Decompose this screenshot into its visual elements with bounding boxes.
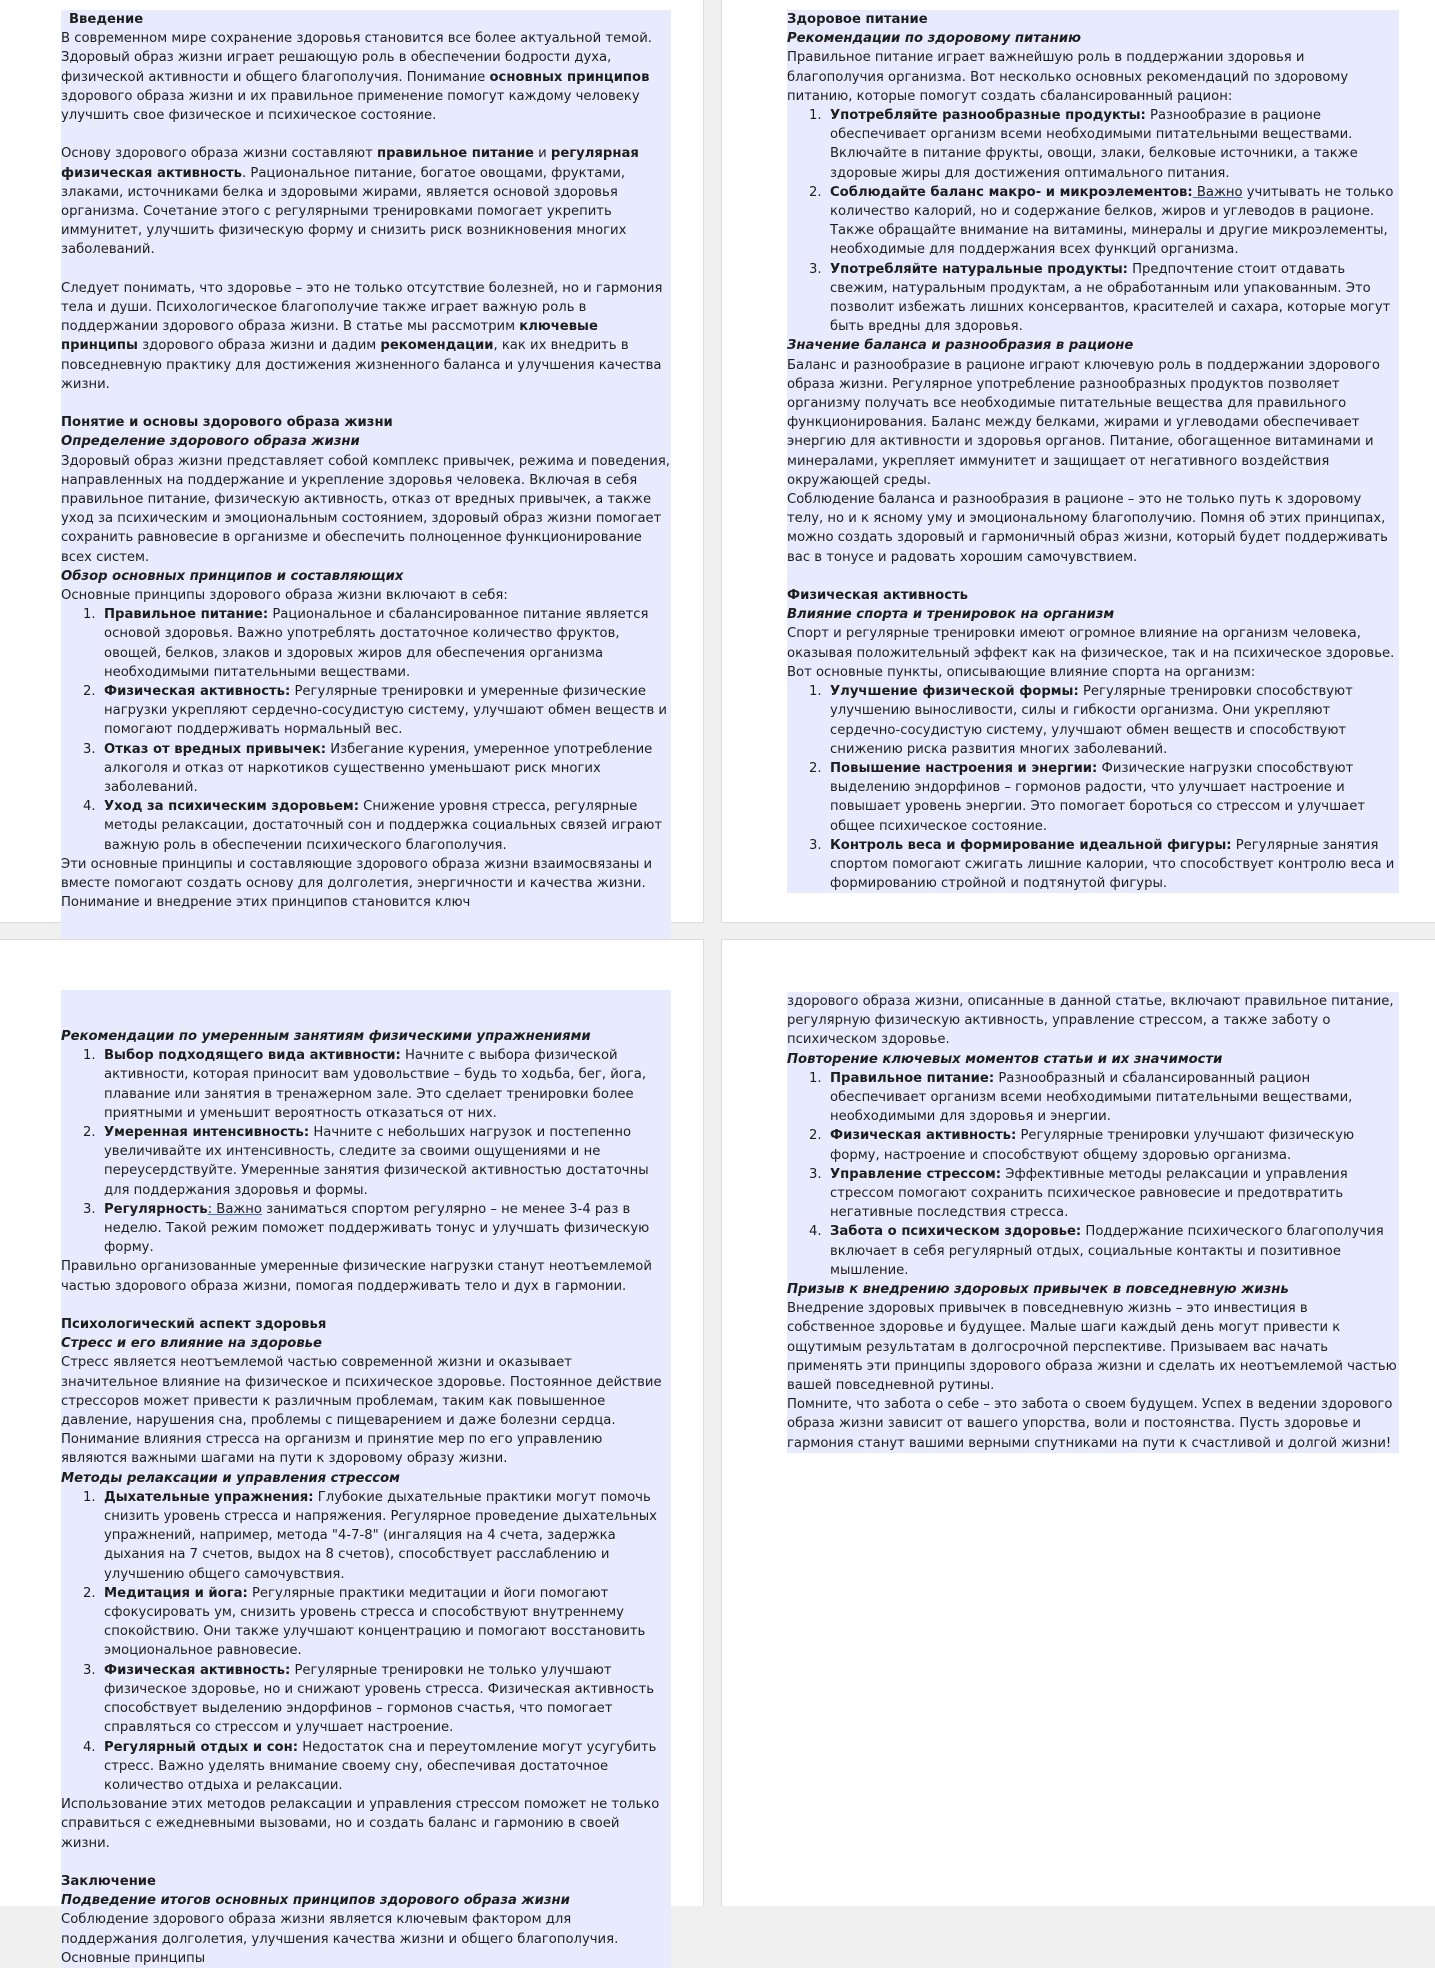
list-item-text: Регулярные тренировки и умеренные физические нагрузки укрепляют сердечно-сосудистую систему, улучшают обмен веществ и помогают поддерживать нормальный вес. <box>104 684 667 738</box>
definition-paragraph[interactable]: Здоровый образ жизни представляет собой комплекс привычек, режима и поведения, направленных на поддержание и укрепление здоровья человека. Включая в себя правильное питание, физическую активность, отказ от вредных привычек, а также уход за психическим и эмоциональным состоянием, здоровый образ жизни помогает сохранить равновесие в организме и обеспечить полноценное функционирование всех систем. <box>61 453 670 565</box>
list-item-term: Улучшение физической формы: <box>830 684 1079 700</box>
definition-subheading[interactable]: Определение здорового образа жизни <box>61 434 360 450</box>
list-item-term: Физическая активность: <box>104 1662 291 1678</box>
list-item-term: Употребляйте натуральные продукты: <box>830 261 1128 277</box>
empty-line <box>61 1296 671 1315</box>
list-item[interactable] <box>830 183 1399 260</box>
list-item-underlined: Важно <box>1192 184 1243 200</box>
list-item[interactable] <box>104 1584 671 1661</box>
list-item-term: Физическая активность: <box>830 1128 1017 1144</box>
list-item[interactable] <box>104 1200 671 1258</box>
list-item-text: Начните с небольших нагрузок и постепенно увеличивайте их интенсивность, следите за своими ощущениями и не переусердствуйте. Умеренные занятия физической активностью достаточны для поддержания здоровья и формы. <box>104 1125 649 1198</box>
text-run-bold: основных принципов <box>489 69 650 85</box>
list-item-text: Недостаток сна и переутомление могут усугубить стресс. Важно уделять внимание своему сну, обеспечивая достаточное количество отдыха и релаксации. <box>104 1739 657 1793</box>
text-run-bold: регулярная физическая активность <box>61 146 639 181</box>
nutrition-recs-intro[interactable]: Правильное питание играет важнейшую роль в поддержании здоровья и благополучия организма. Вот несколько основных рекомендаций по здоровому питанию, которые помогут создать сбалансированный рацион: <box>787 50 1349 104</box>
page-3-content[interactable] <box>61 990 671 1968</box>
sport-intro[interactable]: Спорт и регулярные тренировки имеют огромное влияние на организм человека, оказывая положительный эффект как на физическое, так и на психическое здоровье. Вот основные пункты, описывающие влияние спорта на организм: <box>787 626 1395 680</box>
list-item-text: Снижение уровня стресса, регулярные методы релаксации, достаточный сон и поддержка социальных связей играют важную роль в обеспечении психического благополучия. <box>104 799 663 853</box>
empty-line <box>787 567 1399 586</box>
call-paragraph-2[interactable]: Помните, что забота о себе – это забота о своем будущем. Успех в ведении здорового образа жизни зависит от вашего упорства, воли и постоянства. Пусть здоровье и гармония станут вашими верными спутниками на пути к счастливой и долгой жизни! <box>787 1397 1393 1451</box>
list-item-term: Контроль веса и формирование идеальной фигуры: <box>830 837 1232 853</box>
list-item-text: Физические нагрузки способствуют выделению эндорфинов – гормонов радости, что улучшает настроение и повышает уровень энергии. Это помогает бороться со стрессом и улучшает общее психическое состояние. <box>830 760 1366 834</box>
list-item-text: Регулярные тренировки способствуют улучшению выносливости, силы и гибкости организма. Они укрепляют сердечно-сосудистую систему, улучшают обмен веществ и способствуют снижению риска развития многих заболеваний. <box>830 684 1353 757</box>
list-item-term: Регулярность <box>104 1201 208 1217</box>
list-item[interactable] <box>830 1222 1399 1280</box>
overview-intro[interactable]: Основные принципы здорового образа жизни включают в себя: <box>61 588 508 604</box>
list-item[interactable] <box>104 797 671 855</box>
principles-outro[interactable]: Эти основные принципы и составляющие здорового образа жизни взаимосвязаны и вместе помогают создать основу для долголетия, энергичности и качества жизни. Понимание и внедрение этих принципов становится ключ <box>61 856 653 911</box>
intro-paragraph-3[interactable] <box>61 279 671 394</box>
list-item[interactable] <box>104 1738 671 1796</box>
list-item[interactable] <box>830 1165 1399 1223</box>
text-run: и <box>533 146 551 162</box>
list-item-term: Физическая активность: <box>104 684 291 700</box>
list-item-text: Регулярные практики медитации и йоги помогают сфокусировать ум, снизить уровень стресса и способствуют внутреннему спокойствию. Они также улучшают концентрацию и помогают восстановить эмоциональное равновесие. <box>104 1585 646 1659</box>
list-item[interactable] <box>104 605 671 682</box>
methods-list <box>61 1488 671 1795</box>
stress-subheading[interactable]: Стресс и его влияние на здоровье <box>61 1336 322 1352</box>
list-item-underlined: : Важно <box>207 1201 262 1217</box>
list-item-term: Повышение настроения и энергии: <box>830 760 1098 776</box>
page-2-content[interactable] <box>787 10 1399 893</box>
intro-paragraph-2[interactable] <box>61 144 671 259</box>
summary-paragraph[interactable]: Соблюдение здорового образа жизни является ключевым фактором для поддержания долголетия, улучшения качества жизни и общего благополучия. Основные принципы <box>61 1912 619 1966</box>
document-page-3 <box>0 939 704 1966</box>
repeat-subheading[interactable]: Повторение ключевых моментов статьи и их значимости <box>787 1051 1223 1067</box>
list-item-term: Медитация и йога: <box>104 1585 248 1601</box>
psych-heading[interactable]: Психологический аспект здоровья <box>61 1317 327 1333</box>
list-item-term: Забота о психическом здоровье: <box>830 1224 1082 1240</box>
list-item[interactable] <box>104 740 671 798</box>
list-item[interactable] <box>104 682 671 740</box>
summary-continuation[interactable]: здорового образа жизни, описанные в данной статье, включают правильное питание, регулярную физическую активность, управление стрессом, а также заботу о психическом здоровье. <box>787 994 1394 1048</box>
sport-subheading[interactable]: Влияние спорта и тренировок на организм <box>787 607 1115 623</box>
moderate-subheading[interactable]: Рекомендации по умеренным занятиям физическими упражнениями <box>61 1029 591 1044</box>
list-item[interactable] <box>830 836 1399 894</box>
list-item[interactable] <box>104 1661 671 1738</box>
list-item-term: Правильное питание: <box>830 1070 995 1086</box>
text-run: здорового образа жизни и дадим <box>137 338 381 354</box>
list-item-term: Правильное питание: <box>104 607 269 623</box>
list-item-text: Глубокие дыхательные практики могут помочь снизить уровень стресса и напряжения. Регулярное проведение дыхательных упражнений, например, метода "4-7-8" (ингаляция на 4 счета, задержка дыхания на 7 счетов, выдох на 8 счетов), способствует расслаблению и улучшению общего самочувствия. <box>104 1489 657 1582</box>
list-item-text: Разнообразие в рационе обеспечивает организм всеми необходимыми питательными веществами. Включайте в питание фрукты, овощи, злаки, белковые источники, а также здоровые жиры для достижения оптимального питания. <box>830 108 1358 181</box>
list-item-term: Регулярный отдых и сон: <box>104 1739 299 1755</box>
principles-list <box>61 605 671 855</box>
list-item-text: Регулярные занятия спортом помогают сжигать лишние калории, что способствует контролю веса и формированию стройной и подтянутой фигуры. <box>830 837 1395 892</box>
text-run: Основу здорового образа жизни составляют <box>61 146 377 162</box>
repeat-list <box>787 1069 1399 1280</box>
page-1-content[interactable] <box>61 10 671 956</box>
text-run: В современном мире сохранение здоровья становится все более актуальной темой. Здоровый образ жизни играет решающую роль в обеспечении бодрости духа, физической активности и общего благополучия. Понимание <box>61 31 652 85</box>
balance-paragraph-1[interactable]: Баланс и разнообразие в рационе играют ключевую роль в поддержании здорового образа жизни. Регулярное употребление разнообразных продуктов позволяет организму получать все необходимые питательные вещества для правильного функционирования. Баланс между белками, жирами и углеводами обеспечивает энергию для активности и здоровья органов. Питание, обогащенное витаминами и минералами, укрепляет иммунитет и защищает от негативного воздействия окружающей среды. <box>787 357 1380 488</box>
text-run: Следует понимать, что здоровье – это не только отсутствие болезней, но и гармония тела и души. Психологическое благополучие также играет важную роль в поддержании здорового образа жизни. В статье мы рассмотрим <box>61 280 663 335</box>
call-paragraph-1[interactable]: Внедрение здоровых привычек в повседневную жизнь – это инвестиция в собственное здоровье и будущее. Малые шаги каждый день могут привести к ощутимым результатам в долгосрочной перспективе. Призываем вас начать применять эти принципы здорового образа жизни и сделать их неотъемлемой частью вашей повседневной рутины. <box>787 1301 1397 1394</box>
text-run: здорового образа жизни и их правильное применение помогут каждому человеку улучшить свое физическое и психическое состояние. <box>61 88 640 124</box>
text-run-bold: ключевые принципы <box>61 319 598 354</box>
empty-line <box>61 1853 671 1872</box>
balance-subheading[interactable]: Значение баланса и разнообразия в рационе <box>787 338 1134 354</box>
list-item[interactable] <box>830 1126 1399 1164</box>
list-item-term: Уход за психическим здоровьем: <box>104 799 359 815</box>
document-page-2 <box>721 0 1435 923</box>
list-item-term: Отказ от вредных привычек: <box>104 741 327 757</box>
list-item-text: Эффективные методы релаксации и управления стрессом помогают сохранить психическое равновесие и предотвратить негативные последствия стресса. <box>830 1166 1348 1221</box>
list-item-term: Дыхательные упражнения: <box>104 1489 314 1505</box>
list-item-term: Употребляйте разнообразные продукты: <box>830 108 1146 124</box>
list-item[interactable] <box>830 260 1399 337</box>
list-item-text: заниматься спортом регулярно – не менее 3-4 раз в неделю. Такой режим поможет поддерживать тонус и улучшать физическую форму. <box>104 1201 650 1256</box>
list-item-text: Регулярные тренировки не только улучшают физическое здоровье, но и снижают уровень стресса. Физическая активность способствует выделению эндорфинов – гормонов счастья, что помогает справляться со стрессом и улучшает настроение. <box>104 1662 655 1736</box>
sport-list <box>787 682 1399 893</box>
list-item-text: Рациональное и сбалансированное питание является основой здоровья. Важно употреблять достаточное количество фруктов, овощей, белков, злаков и здоровых жиров для обеспечения организма необходимыми питательными веществами. <box>104 607 649 680</box>
empty-line <box>61 260 671 279</box>
list-item-text: Избегание курения, умеренное употребление алкоголя и отказ от наркотиков существенно уменьшают риск многих заболеваний. <box>104 741 653 796</box>
list-item-term: Соблюдайте баланс макро- и микроэлементов: <box>830 184 1193 200</box>
list-item-text: учитывать не только количество калорий, но и содержание белков, жиров и углеводов в рационе. Также обращайте внимание на витамины, минералы и другие микроэлементы, необходимые для поддержания всех функций организма. <box>830 184 1394 258</box>
overview-subheading[interactable]: Обзор основных принципов и составляющих <box>61 568 404 584</box>
summary-subheading[interactable]: Подведение итогов основных принципов здорового образа жизни <box>61 1893 570 1909</box>
list-item[interactable] <box>830 682 1399 759</box>
list-item-term: Умеренная интенсивность: <box>104 1125 310 1141</box>
list-item-text: Предпочтение стоит отдавать свежим, натуральным продуктам, а не обработанным или упакованным. Это позволит избежать лишних консервантов, красителей и сахара, которые могут быть вредны для здоровья. <box>830 261 1391 335</box>
list-item-text: Начните с выбора физической активности, которая приносит вам удовольствие – будь то ходьба, бег, йога, плавание или занятия в тренажерном зале. Это сделает тренировки более приятными и уменьшит вероятность отказаться от них. <box>104 1048 647 1121</box>
methods-subheading[interactable]: Методы релаксации и управления стрессом <box>61 1470 400 1486</box>
list-item[interactable] <box>830 106 1399 183</box>
page-4-content[interactable] <box>787 992 1399 1453</box>
empty-line <box>61 394 671 413</box>
nutrition-list <box>787 106 1399 336</box>
intro-heading[interactable]: Введение <box>69 12 144 27</box>
list-item-text: Регулярные тренировки улучшают физическую форму, настроение и способствуют общему здоровью организма. <box>830 1128 1355 1163</box>
list-item-text: Поддержание психического благополучия включает в себя регулярный отдых, социальные контакты и позитивное мышление. <box>830 1224 1384 1278</box>
empty-space <box>61 990 671 1027</box>
list-item[interactable] <box>830 759 1399 836</box>
balance-paragraph-2[interactable]: Соблюдение баланса и разнообразия в рационе – это не только путь к здоровому телу, но и к ясному уму и эмоциональному благополучию. Помня об этих принципах, можно создать здоровый и гармоничный образ жизни, который будет поддерживать вас в тонусе и радовать хорошим самочувствием. <box>787 492 1388 565</box>
text-run: , как их внедрить в повседневную практику для достижения жизненного баланса и улучшения качества жизни. <box>61 338 662 392</box>
document-page-4 <box>721 939 1435 1906</box>
methods-outro[interactable]: Использование этих методов релаксации и управления стрессом поможет не только справиться с ежедневными вызовами, но и создать баланс и гармонию в своей жизни. <box>61 1797 660 1851</box>
list-item[interactable] <box>830 1069 1399 1127</box>
call-subheading[interactable]: Призыв к внедрению здоровых привычек в повседневную жизнь <box>787 1282 1289 1298</box>
list-item-text: Разнообразный и сбалансированный рацион обеспечивает организм всеми необходимыми питательными веществами, необходимыми для здоровья и энергии. <box>830 1070 1353 1125</box>
list-item-term: Выбор подходящего вида активности: <box>104 1048 401 1064</box>
conclusion-heading[interactable]: Заключение <box>61 1873 156 1889</box>
list-item[interactable] <box>104 1046 671 1123</box>
text-run-bold: рекомендации <box>380 338 494 354</box>
moderate-list <box>61 1046 671 1257</box>
stress-paragraph[interactable]: Стресс является неотъемлемой частью современной жизни и оказывает значительное влияние на физическое и психическое здоровье. Постоянное действие стрессоров может привести к различным проблемам, таким как повышенное давление, нарушения сна, проблемы с пищеварением и даже болезни сердца. Понимание влияния стресса на организм и принятие мер по его управлению являются важными шагами на пути к здоровому образу жизни. <box>61 1355 662 1467</box>
list-item[interactable] <box>104 1123 671 1200</box>
nutrition-recs-subheading[interactable]: Рекомендации по здоровому питанию <box>787 31 1081 47</box>
document-page-1 <box>0 0 704 923</box>
text-run-bold: правильное питание <box>377 146 534 162</box>
concept-heading[interactable]: Понятие и основы здорового образа жизни <box>61 415 393 431</box>
moderate-outro[interactable]: Правильно организованные умеренные физические нагрузки станут неотъемлемой частью здорового образа жизни, помогая поддерживать тело и дух в гармонии. <box>61 1259 652 1294</box>
text-run: . Рациональное питание, богатое овощами, фруктами, злаками, источниками белка и здоровыми жирами, является основой здоровья организма. Сочетание этого с регулярными тренировками помогает укрепить иммунитет, улучшить физическую форму и снизить риск возникновения многих заболеваний. <box>61 165 627 258</box>
empty-line <box>61 125 671 144</box>
list-item-term: Управление стрессом: <box>830 1166 1002 1182</box>
nutrition-heading[interactable]: Здоровое питание <box>787 12 928 27</box>
activity-heading[interactable]: Физическая активность <box>787 588 968 604</box>
list-item[interactable] <box>104 1488 671 1584</box>
intro-paragraph-1[interactable] <box>61 29 671 125</box>
